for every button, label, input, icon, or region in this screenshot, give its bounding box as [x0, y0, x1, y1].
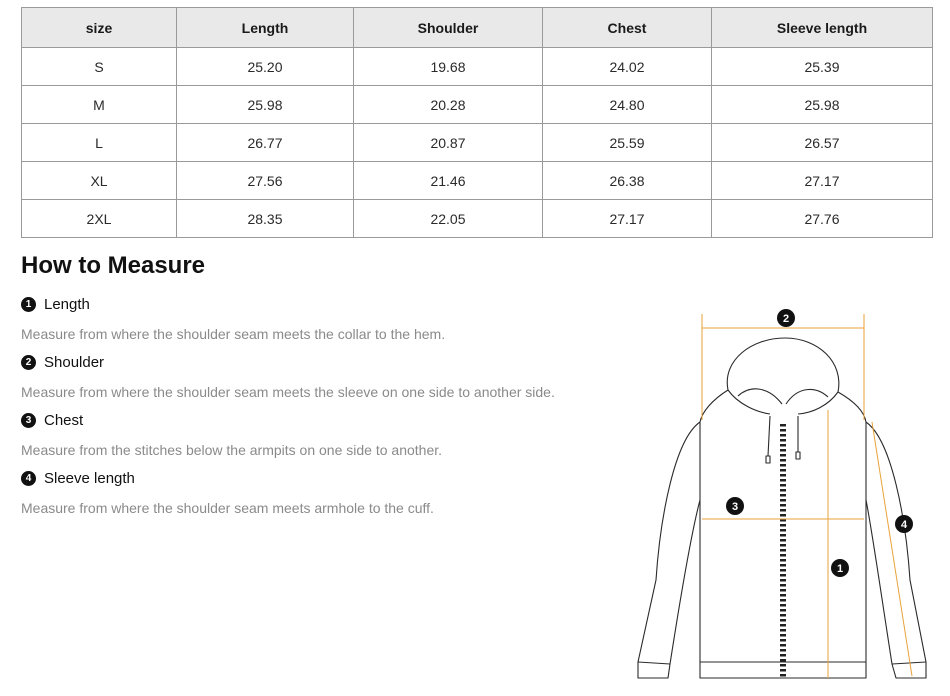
marker-2 — [777, 309, 795, 327]
cell-sleeve-length: 26.57 — [712, 124, 933, 162]
measure-item-sleeve-length — [21, 470, 135, 487]
cell-chest: 24.02 — [543, 48, 712, 86]
marker-4 — [895, 515, 913, 533]
measure-label: Chest — [44, 412, 84, 429]
measure-description: Measure from the stitches below the armpits on one side to another. — [21, 442, 443, 458]
cell-shoulder: 20.28 — [354, 86, 543, 124]
measure-description: Measure from where the shoulder seam meets the collar to the hem. — [21, 326, 446, 342]
svg-text:1: 1 — [836, 563, 844, 575]
hoodie-diagram — [620, 300, 940, 690]
header-size: size — [22, 8, 177, 48]
cell-shoulder: 19.68 — [354, 48, 543, 86]
table-row — [22, 48, 933, 86]
cell-shoulder: 20.87 — [354, 124, 543, 162]
cell-chest: 24.80 — [543, 86, 712, 124]
cell-length: 25.20 — [177, 48, 354, 86]
number-3-icon: 3 — [21, 413, 36, 428]
cell-size: M — [22, 86, 177, 124]
cell-chest: 25.59 — [543, 124, 712, 162]
cell-sleeve-length: 25.98 — [712, 86, 933, 124]
table-row — [22, 162, 933, 200]
cell-shoulder: 21.46 — [354, 162, 543, 200]
number-4-icon: 4 — [21, 471, 36, 486]
cell-length: 27.56 — [177, 162, 354, 200]
marker-3 — [726, 497, 744, 515]
cell-length: 26.77 — [177, 124, 354, 162]
table-row — [22, 86, 933, 124]
measure-label: Shoulder — [44, 354, 105, 371]
size-chart-table — [21, 7, 933, 238]
svg-text:4: 4 — [900, 519, 908, 531]
measure-item-length — [21, 296, 90, 313]
measure-label: Sleeve length — [44, 470, 135, 487]
measure-item-shoulder — [21, 354, 104, 371]
cell-length: 28.35 — [177, 200, 354, 238]
cell-size: XL — [22, 162, 177, 200]
cell-size: S — [22, 48, 177, 86]
measure-lines — [702, 314, 912, 678]
cell-chest: 27.17 — [543, 200, 712, 238]
svg-text:3: 3 — [731, 501, 739, 513]
header-shoulder: Shoulder — [354, 8, 543, 48]
cell-sleeve-length: 27.17 — [712, 162, 933, 200]
cell-sleeve-length: 27.76 — [712, 200, 933, 238]
how-to-measure-title: How to Measure — [21, 252, 206, 279]
hoodie-outline-icon — [638, 338, 926, 678]
header-length: Length — [177, 8, 354, 48]
measure-label: Length — [44, 296, 90, 313]
table-row — [22, 124, 933, 162]
table-row — [22, 200, 933, 238]
table-header-row — [22, 8, 933, 48]
number-2-icon: 2 — [21, 355, 36, 370]
cell-sleeve-length: 25.39 — [712, 48, 933, 86]
marker-1 — [831, 559, 849, 577]
cell-shoulder: 22.05 — [354, 200, 543, 238]
cell-length: 25.98 — [177, 86, 354, 124]
cell-chest: 26.38 — [543, 162, 712, 200]
measure-description: Measure from where the shoulder seam meets the sleeve on one side to another side. — [21, 384, 555, 400]
cell-size: 2XL — [22, 200, 177, 238]
cell-size: L — [22, 124, 177, 162]
measure-description: Measure from where the shoulder seam meets armhole to the cuff. — [21, 500, 434, 516]
number-1-icon: 1 — [21, 297, 36, 312]
svg-text:2: 2 — [782, 313, 790, 325]
measure-item-chest — [21, 412, 83, 429]
header-sleeve-length: Sleeve length — [712, 8, 933, 48]
header-chest: Chest — [543, 8, 712, 48]
